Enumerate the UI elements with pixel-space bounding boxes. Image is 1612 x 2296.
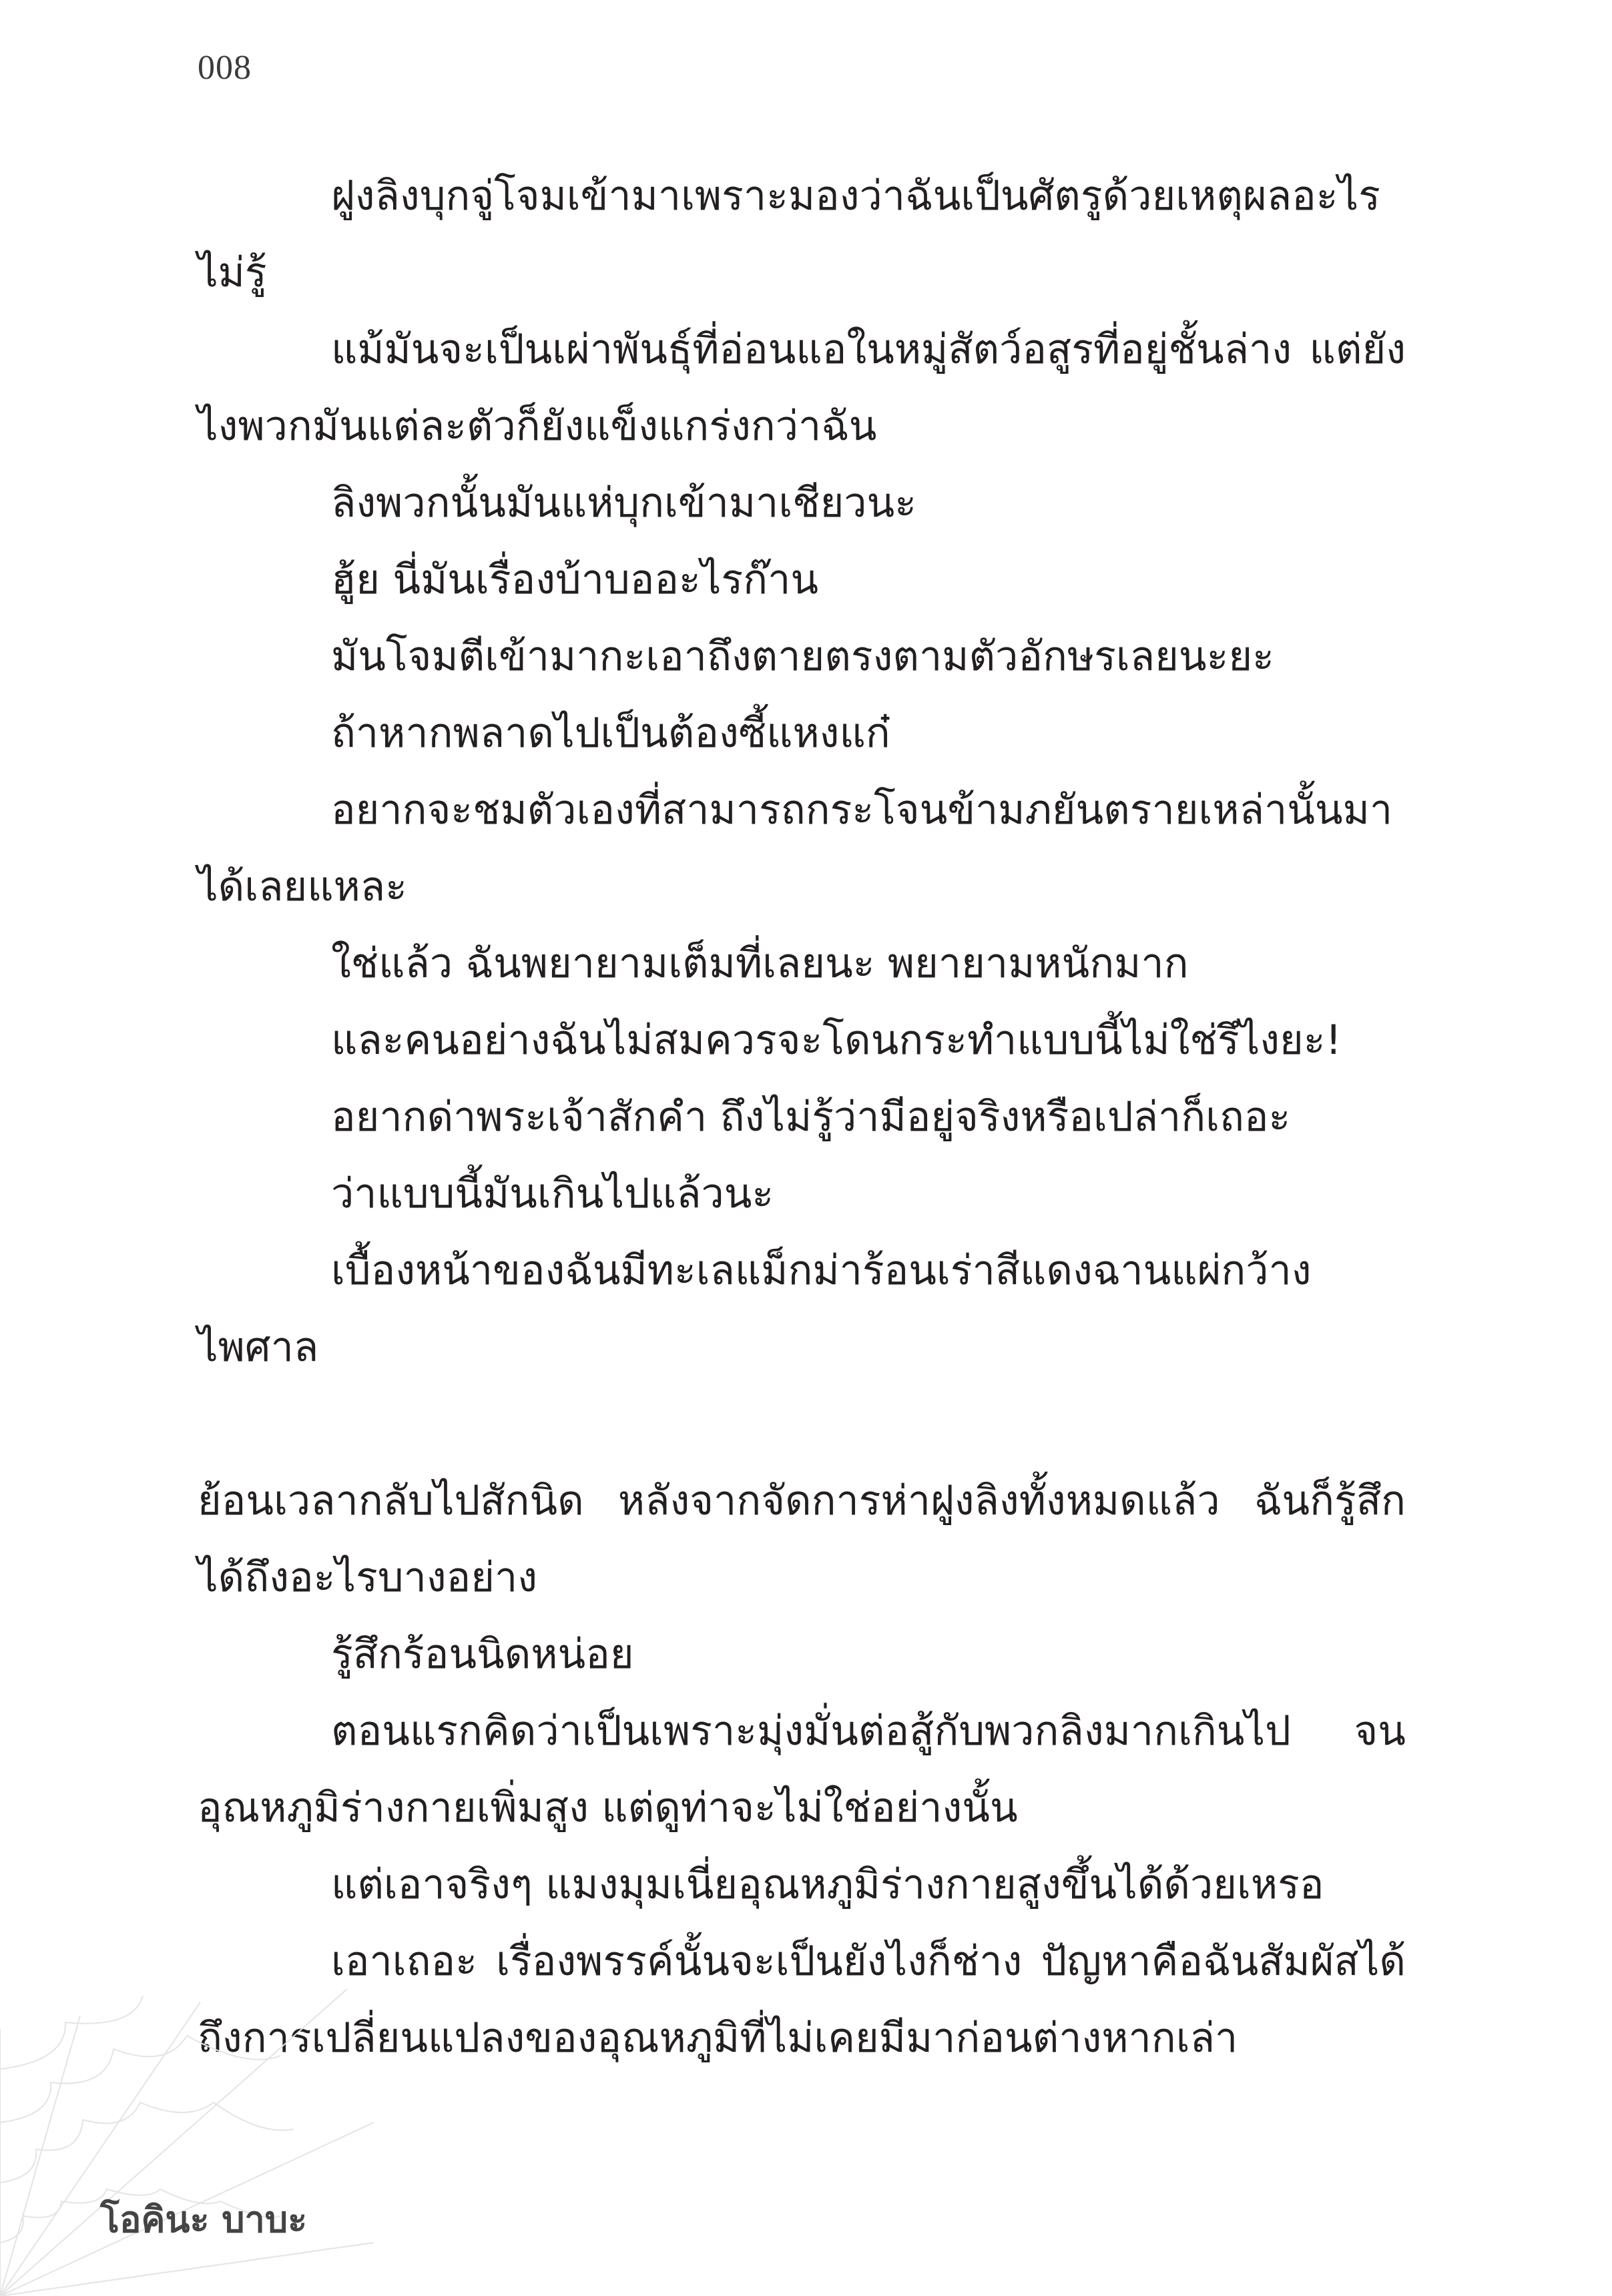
paragraph: ฝูงลิงบุกจู่โจมเข้ามาเพราะมองว่าฉันเป็นศัตรูด้วยเหตุผลอะไรไม่รู้ xyxy=(198,172,1380,296)
paragraph: ว่าแบบนี้มันเกินไปแล้วนะ xyxy=(331,1170,774,1217)
paragraph: แต่เอาจริงๆ แมงมุมเนี่ยอุณหภูมิร่างกายสูงขึ้นได้ด้วยเหรอ xyxy=(331,1861,1324,1908)
paragraph: อยากด่าพระเจ้าสักคำ ถึงไม่รู้ว่ามีอยู่จริงหรือเปล่าก็เถอะ xyxy=(331,1093,1291,1141)
page-number: 008 xyxy=(198,49,252,87)
spider-web-decoration xyxy=(0,1989,374,2296)
paragraph-section-start: ย้อนเวลากลับไปสักนิด หลังจากจัดการห่าฝูงลิงทั้งหมดแล้ว ฉันก็รู้สึกได้ถึงอะไรบางอย่าง xyxy=(198,1477,1406,1601)
paragraph: มันโจมตีเข้ามากะเอาถึงตายตรงตามตัวอักษรเลยนะยะ xyxy=(331,633,1274,680)
paragraph: ฮู้ย นี่มันเรื่องบ้าบออะไรก๊าน xyxy=(331,556,819,603)
paragraph: ลิงพวกนั้นมันแห่บุกเข้ามาเชียวนะ xyxy=(331,479,917,527)
paragraph: ถ้าหากพลาดไปเป็นต้องซี้แหงแก๋ xyxy=(331,709,890,757)
paragraph: รู้สึกร้อนนิดหน่อย xyxy=(331,1631,634,1678)
paragraph: และคนอย่างฉันไม่สมควรจะโดนกระทำแบบนี้ไม่ใช่รึไงยะ! xyxy=(331,1017,1342,1064)
paragraph: แม้มันจะเป็นเผ่าพันธุ์ที่อ่อนแอในหมู่สัตว์อสูรที่อยู่ชั้นล่าง แต่ยังไงพวกมันแต่ละตัวก็ยังแข็งแกร่งกว่าฉัน xyxy=(198,326,1406,450)
paragraph: ใช่แล้ว ฉันพยายามเต็มที่เลยนะ พยายามหนักมาก xyxy=(331,940,1189,987)
paragraph: อยากจะชมตัวเองที่สามารถกระโจนข้ามภยันตรายเหล่านั้นมาได้เลยแหละ xyxy=(198,786,1393,910)
paragraph: เบื้องหน้าของฉันมีทะเลแม็กม่าร้อนเร่าสีแดงฉานแผ่กว้างไพศาล xyxy=(198,1247,1312,1371)
body-text xyxy=(198,158,1406,2076)
footer-author: โอคินะ บาบะ xyxy=(100,2199,308,2241)
paragraph: เอาเถอะ เรื่องพรรค์นั้นจะเป็นยังไงก็ช่าง ปัญหาคือฉันสัมผัสได้ถึงการเปลี่ยนแปลงของอุณหภูมิที่ไม่เคยมีมาก่อนต่างหากเล่า xyxy=(198,1938,1406,2062)
paragraph: ตอนแรกคิดว่าเป็นเพราะมุ่งมั่นต่อสู้กับพวกลิงมากเกินไป จนอุณหภูมิร่างกายเพิ่มสูง แต่ดูท่าจะไม่ใช่อย่างนั้น xyxy=(198,1707,1406,1831)
